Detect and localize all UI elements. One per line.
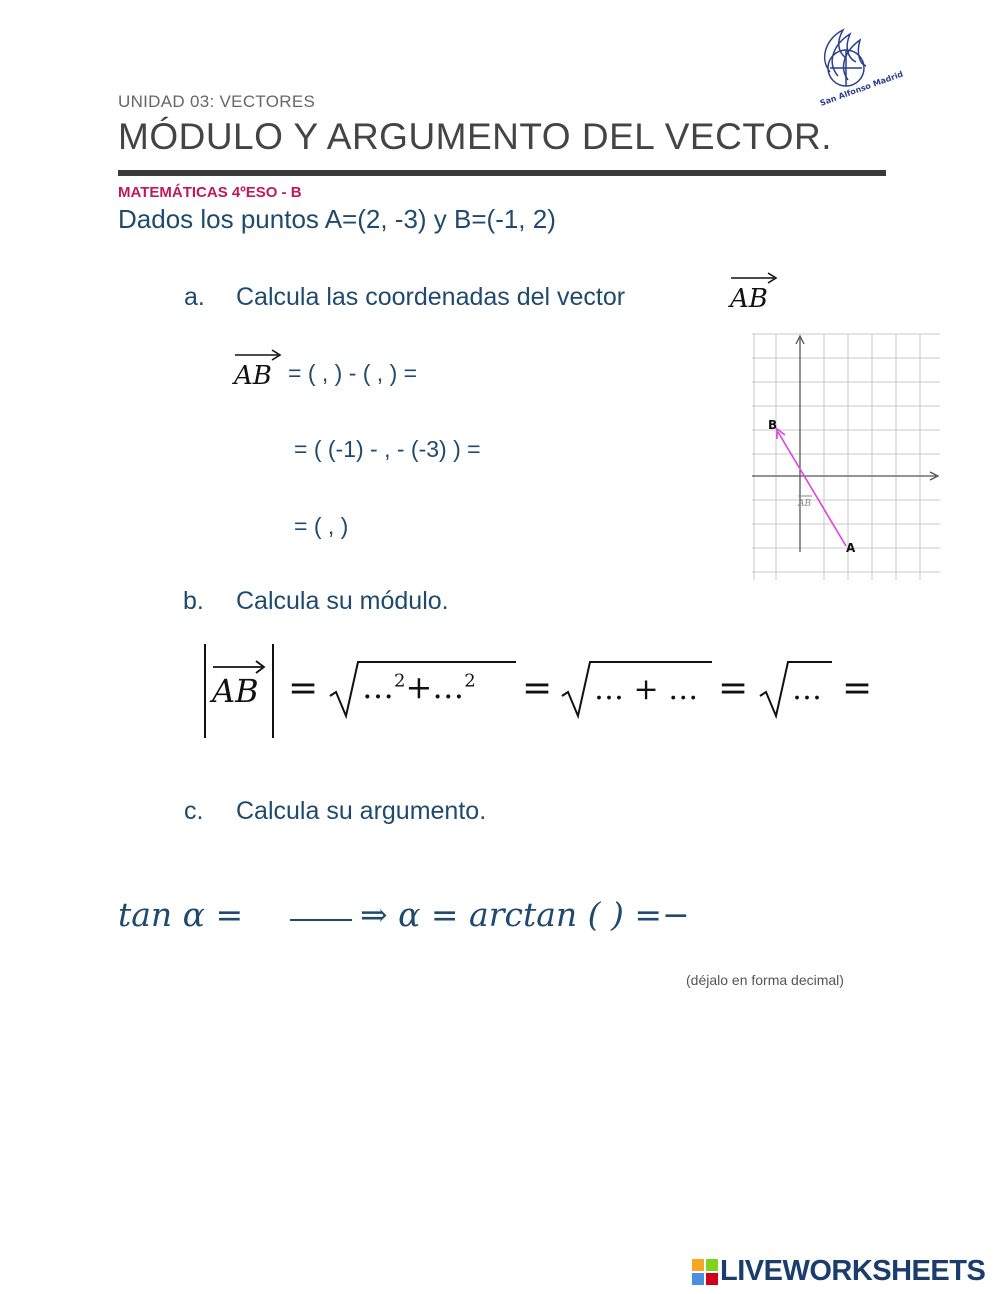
item-a-line3: = ( , ) <box>294 513 349 539</box>
decimal-note: (déjalo en forma decimal) <box>686 972 844 988</box>
eq-3: = <box>718 668 749 709</box>
argument-formula-arctan: ⇒ α = arctan ( ) =− <box>360 895 690 934</box>
page-title: MÓDULO Y ARGUMENTO DEL VECTOR. <box>118 116 833 157</box>
sqrt-1-term-b: … <box>432 668 465 706</box>
sqrt-2-inner: … + … <box>594 672 699 707</box>
point-a-label: A <box>846 541 856 555</box>
liveworksheets-logo-icon <box>692 1259 718 1285</box>
abs-bar-left <box>204 644 206 738</box>
item-c-letter: c. <box>184 797 204 825</box>
liveworksheets-brand: LIVEWORKSHEETS <box>720 1255 986 1287</box>
item-a-line2: = ( (-1) - , - (-3) ) = <box>294 436 481 462</box>
sqrt-1-plus: + <box>405 668 433 706</box>
argument-formula-tan: tan α = <box>118 895 244 934</box>
item-b-letter: b. <box>183 587 204 615</box>
subject-label: MATEMÁTICAS 4ºESO - B <box>118 184 302 201</box>
vector-ab: AB <box>234 361 272 391</box>
school-logo <box>808 22 905 108</box>
eq-2: = <box>522 668 553 709</box>
vector-ab-arrow <box>778 432 846 546</box>
vector-ab: AB <box>730 284 768 314</box>
vector-graph <box>752 334 940 580</box>
sqrt-3-inner: … <box>792 672 822 707</box>
vector-graph-svg <box>752 334 940 580</box>
modulus-formula <box>200 640 880 745</box>
title-divider <box>118 170 886 176</box>
item-a-text: Calcula las coordenadas del vector <box>236 283 626 311</box>
item-c-text: Calcula su argumento. <box>236 797 487 825</box>
item-a-line1: = ( , ) - ( , ) = <box>288 360 418 386</box>
item-b-text: Calcula su módulo. <box>236 587 449 615</box>
sqrt-1-term-a: … <box>362 668 394 706</box>
vector-ab-heading <box>730 283 768 314</box>
school-logo-text: San Alfonso Madrid <box>818 69 905 108</box>
sqrt-1-exp-a: 2 <box>394 670 406 692</box>
graph-vector-label: AB <box>798 499 812 509</box>
unit-label: UNIDAD 03: VECTORES <box>118 92 316 111</box>
eq-4: = <box>842 668 873 709</box>
point-b-label: B <box>768 418 778 432</box>
abs-bar-right <box>272 644 274 738</box>
item-a-line1-vector <box>234 360 272 391</box>
item-a-letter: a. <box>184 283 205 311</box>
intro-text: Dados los puntos A=(2, -3) y B=(-1, 2) <box>118 204 556 234</box>
sqrt-1-exp-b: 2 <box>464 670 476 692</box>
fraction-bar <box>290 919 352 921</box>
eq-1: = <box>288 668 319 709</box>
vector-ab: AB <box>212 672 259 710</box>
